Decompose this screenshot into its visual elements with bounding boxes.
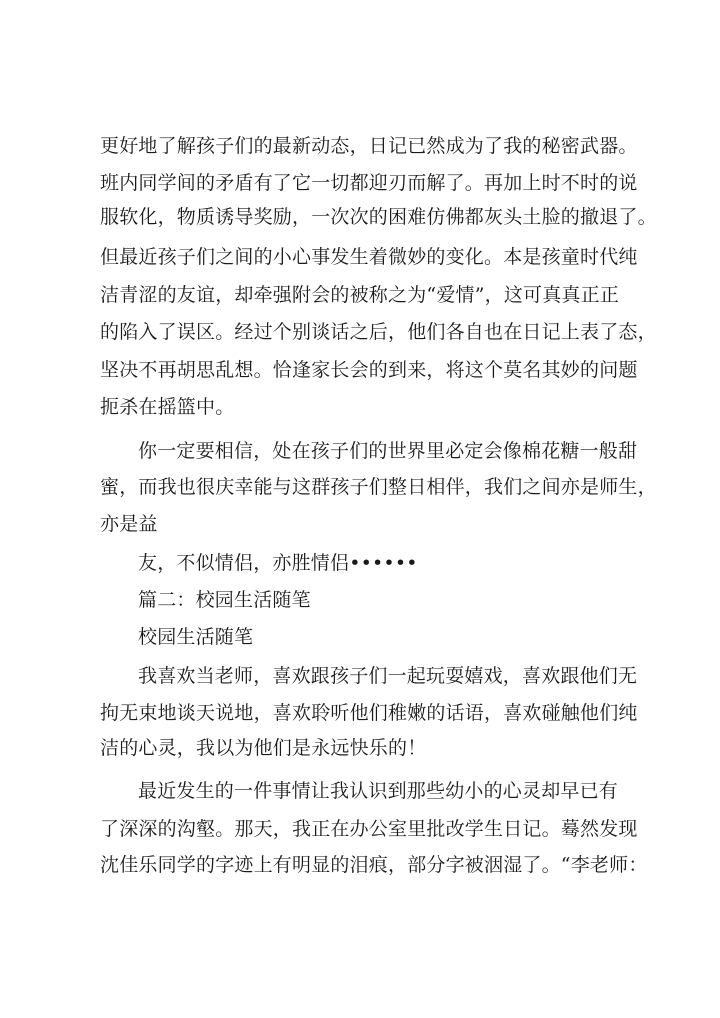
text-line: 洁的心灵，我以为他们是永远快乐的！ bbox=[100, 737, 427, 759]
text-line: 但最近孩子们之间的小心事发生着微妙的变化。本是孩童时代纯 bbox=[100, 246, 638, 268]
text-line: 服软化，物质诱导奖励，一次次的困难仿佛都灰头土脸的撤退了。 bbox=[100, 206, 657, 228]
text-line: 沈佳乐同学的字迹上有明显的泪痕，部分字被洇湿了。“李老师： bbox=[100, 854, 648, 876]
text-line: 拘无束地谈天说地，喜欢聆听他们稚嫩的话语，喜欢碰触他们纯 bbox=[100, 702, 638, 724]
text-line: 的陷入了误区。经过个别谈话之后，他们各自也在日记上表了态， bbox=[100, 321, 657, 343]
text-line: 你一定要相信，处在孩子们的世界里必定会像棉花糖一般甜 bbox=[138, 440, 638, 462]
section-title: 校园生活随笔 bbox=[138, 626, 254, 648]
text-line: 班内同学间的矛盾有了它一切都迎刃而解了。再加上时不时的说 bbox=[100, 172, 638, 194]
text-line: 扼杀在摇篮中。 bbox=[100, 396, 235, 418]
text-line: 我喜欢当老师，喜欢跟孩子们一起玩耍嬉戏，喜欢跟他们无 bbox=[138, 665, 638, 687]
text-line: 最近发生的一件事情让我认识到那些幼小的心灵却早已有 bbox=[138, 780, 619, 802]
text-line: 坚决不再胡思乱想。恰逢家长会的到来，将这个莫名其妙的问题 bbox=[100, 359, 638, 381]
text-line: 更好地了解孩子们的最新动态，日记已然成为了我的秘密武器。 bbox=[100, 135, 638, 157]
text-line: 亦是益 bbox=[100, 513, 158, 535]
text-line: 了深深的沟壑。那天，我正在办公室里批改学生日记。蓦然发现 bbox=[100, 818, 638, 840]
text-line: 友，不似情侣，亦胜情侣•••••• bbox=[138, 552, 418, 574]
text-line: 蜜，而我也很庆幸能与这群孩子们整日相伴，我们之间亦是师生， bbox=[100, 476, 657, 498]
section-heading: 篇二：校园生活随笔 bbox=[138, 589, 311, 611]
text-line: 洁青涩的友谊，却牵强附会的被称之为“爱情”，这可真真正正 bbox=[100, 284, 620, 306]
